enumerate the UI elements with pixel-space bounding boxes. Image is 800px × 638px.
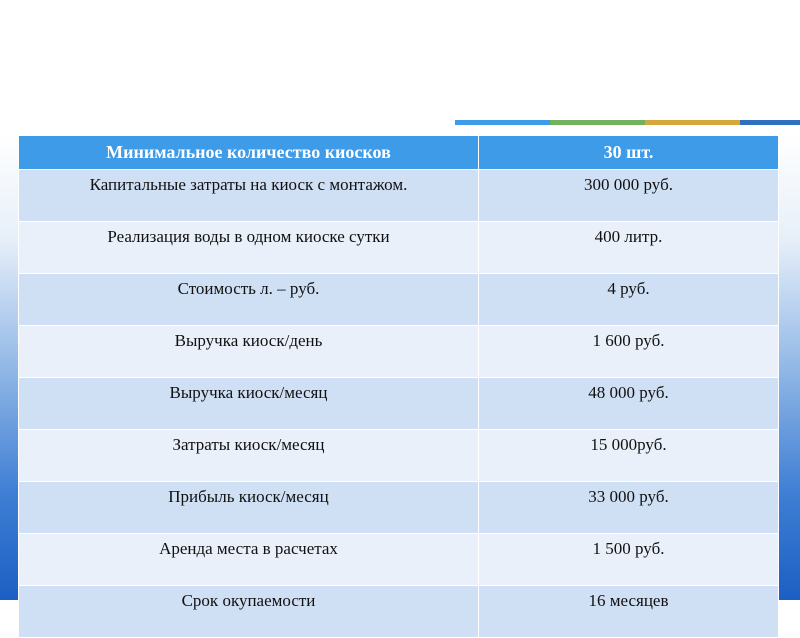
accent-segment <box>740 120 800 125</box>
accent-bar <box>0 120 800 125</box>
row-value-cell: 1 500 руб. <box>479 534 779 586</box>
table-header-row <box>19 136 779 170</box>
accent-segment <box>455 120 550 125</box>
table-row <box>19 534 779 586</box>
row-label-cell: Выручка киоск/месяц <box>19 378 479 430</box>
header-label-cell: Минимальное количество киосков <box>19 136 479 170</box>
row-label-cell: Прибыль киоск/месяц <box>19 482 479 534</box>
row-value-cell: 16 месяцев <box>479 586 779 638</box>
row-label-cell: Реализация воды в одном киоске сутки <box>19 222 479 274</box>
table-row <box>19 326 779 378</box>
table-row <box>19 274 779 326</box>
row-label-cell: Срок окупаемости <box>19 586 479 638</box>
slide-title: Экономика бизнеса <box>22 33 447 85</box>
row-value-cell: 400 литр. <box>479 222 779 274</box>
row-value-cell: 300 000 руб. <box>479 170 779 222</box>
accent-segment <box>645 120 740 125</box>
table-row <box>19 222 779 274</box>
accent-segment <box>0 120 455 125</box>
row-value-cell: 1 600 руб. <box>479 326 779 378</box>
row-label-cell: Выручка киоск/день <box>19 326 479 378</box>
row-value-cell: 15 000руб. <box>479 430 779 482</box>
table-row <box>19 430 779 482</box>
row-value-cell: 33 000 руб. <box>479 482 779 534</box>
table-row <box>19 482 779 534</box>
business-economics-table <box>18 135 779 638</box>
row-label-cell: Аренда места в расчетах <box>19 534 479 586</box>
row-value-cell: 48 000 руб. <box>479 378 779 430</box>
accent-segment <box>550 120 645 125</box>
row-label-cell: Стоимость л. – руб. <box>19 274 479 326</box>
table-row <box>19 170 779 222</box>
table-row <box>19 586 779 638</box>
table-row <box>19 378 779 430</box>
row-label-cell: Затраты киоск/месяц <box>19 430 479 482</box>
row-label-cell: Капитальные затраты на киоск с монтажом. <box>19 170 479 222</box>
header-value-cell: 30 шт. <box>479 136 779 170</box>
row-value-cell: 4 руб. <box>479 274 779 326</box>
